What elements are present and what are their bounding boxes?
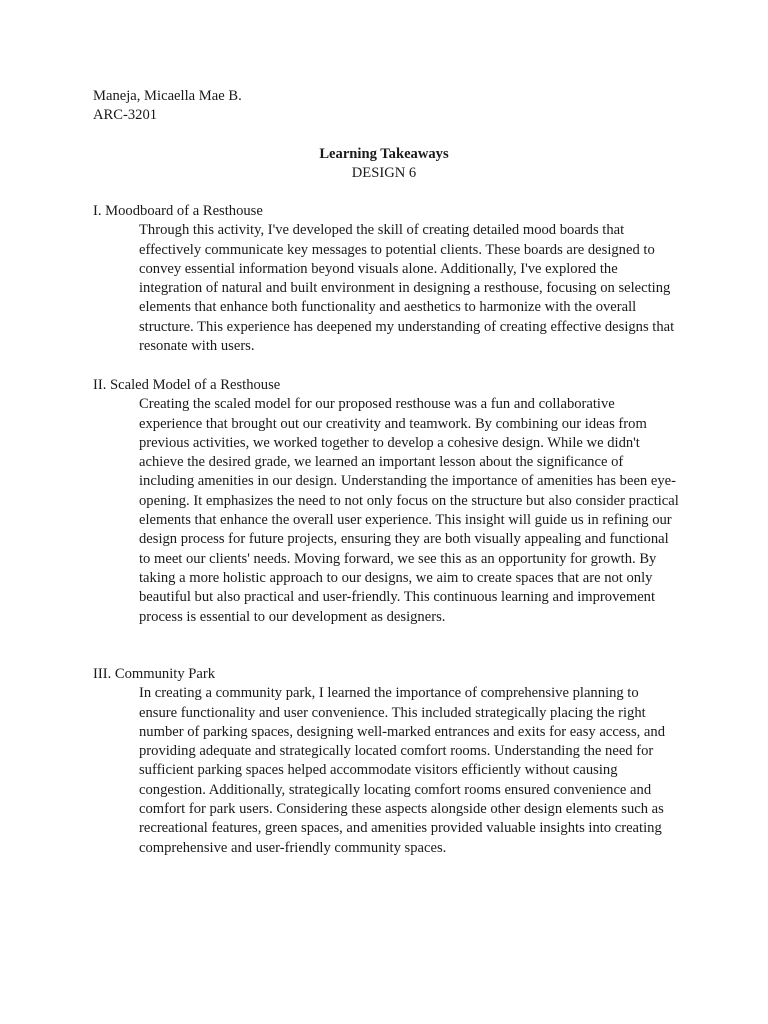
- document-title: Learning Takeaways: [319, 146, 449, 162]
- section-moodboard: [93, 202, 693, 356]
- section-heading: II. Scaled Model of a Resthouse: [93, 377, 281, 393]
- section-heading: I. Moodboard of a Resthouse: [93, 203, 263, 219]
- course-section: ARC-3201: [93, 107, 158, 124]
- author-block: [93, 87, 242, 126]
- section-body: In creating a community park, I learned the importance of comprehensive planning to ensure functionality and user convenience. This included strategically placing the right number of parking spaces, designing well-marked entrances and exits for easy access, and providing adequate and strategically located comfort rooms. Understanding the need for sufficient parking spaces helped accommodate visitors efficiently without causing congestion. Additionally, strategically locating comfort rooms ensured convenience and comfort for park users. Considering these aspects alongside other design elements such as recreational features, green spaces, and amenities provided valuable insights into creating comprehensive and user-friendly community spaces.: [139, 685, 665, 856]
- title-block: [0, 145, 768, 183]
- section-scaled-model: [93, 376, 693, 627]
- document-subtitle: DESIGN 6: [351, 165, 417, 181]
- section-community-park: [93, 665, 693, 858]
- section-heading: III. Community Park: [93, 666, 216, 682]
- section-body: Through this activity, I've developed the skill of creating detailed mood boards that effectively communicate key messages to potential clients. These boards are designed to convey essential information beyond visuals alone. Additionally, I've explored the integration of natural and built environment in designing a resthouse, focusing on selecting elements that enhance both functionality and aesthetics to harmonize with the overall structure. This experience has deepened my understanding of creating effective designs that resonate with users.: [139, 222, 675, 355]
- author-name: Maneja, Micaella Mae B.: [93, 88, 242, 104]
- section-body: Creating the scaled model for our proposed resthouse was a fun and collaborative experience that brought out our creativity and teamwork. By combining our ideas from previous activities, we worked together to develop a cohesive design. While we didn't achieve the desired grade, we learned an important lesson about the significance of including amenities in our design. Understanding the importance of amenities has been eye-opening. It emphasizes the need to not only focus on the structure but also consider practical elements that enhance the overall user experience. This insight will guide us in refining our design process for future projects, ensuring they are both visually appealing and functional to meet our clients' needs. Moving forward, we see this as an opportunity for growth. By taking a more holistic approach to our designs, we aim to create spaces that are not only beautiful but also practical and user-friendly. This continuous learning and improvement process is essential to our development as designers.: [139, 396, 679, 625]
